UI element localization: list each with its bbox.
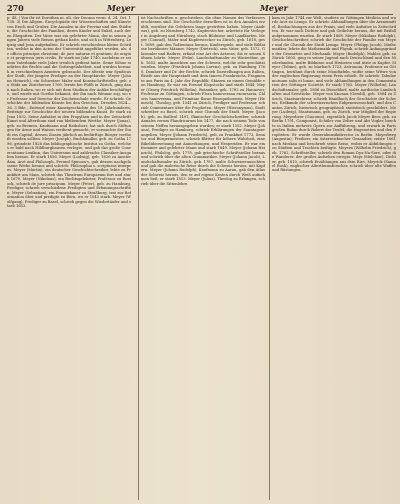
- column-left: [7, 16, 131, 500]
- column-text: p. 48. | Von ihr ist Dorothea m. ult. der Decano verm. d. 24. Oct. 1738. 3) Die Allgem. Encyclopädie der Wissenschaften und Künste von Ersch und Gruber. Die Annalen in der Provinz und den Städten, die Geschichte der Familien, deren Kinder und Enkel, auch deren Ehegatten. Der Vater war ein gelehrter Mann, der in seinen jungen Jahren viele Reisen gethan hatte, und sich in Wittenberg, Leipzig und Jena aufgehalten. Er schrieb verschiedene kleine Schriften, welche in den Acten der Universität angeführt werden, als: de officio principis christiani; de jure naturae et gentium; de origine et progressu juris civilis. Er starb im Jahr 1740, nachdem er seinem Vaterlande viele Jahre treulich gedient hatte. Seine Söhne studirten die Rechte und die Gottesgelahrtheit, und wurden hernach in verschiedenen Aemtern gebraucht. Der älteste war Syndicus der Stadt, der jüngere Prediger an der Hauptkirche. Meyer (Johann Heinrich), ein Schweizer Maler und Kunstschriftsteller, geb. zu Stäfa am Zürichersee 1760, lernte bei Füßli in Zürich, ging dann nach Italien, wo er sich mit dem Studium der Antike beschäftigte, und wurde mit Goethe bekannt, der ihn nach Weimar zog, wo er Professor und Director der Zeichenschule wurde. Er schrieb: Geschichte der bildenden Künste bei den Griechen, Dresden 1824—36, 3 Bde.; Entwurf einer Kunstgeschichte des 18. Jahrhunderts; Beiträge zur Geschichte der neuern bildenden Kunst. Er starb zu Jena 1832. Seine Aufsätze in den Propyläen und in der Zeitschrift Kunst und Alterthum sind von bleibendem Werthe. Meyer (Jonas), geb. zu Bremen, Kaufmann und Rathsherr, hat sich durch Stiftungen für Arme und Waisen verdient gemacht; er vermachte der Stadt ein Capital, dessen Zinsen jährlich an bedürftige Bürger vertheilt werden sollten. Meyer (Joseph), Buchhändler, geb. zu Gotha 1796, gründete 1826 das bibliographische Institut zu Gotha, welches er bald nach Hildburghausen verlegte, und gab das große Conversations-Lexikon, das Universum und zahlreiche Classiker-Ausgaben heraus. Er starb 1856. Meyer (Ludwig), geb. 1626 zu Amsterdam, Arzt und Philosoph, Freund Spinoza's, gab dessen nachgelassene Werke heraus und schrieb: Philosophia s. scripturae interpres. Meyer (Martin), ein deutscher Geschichtschreiber, lebte zu Frankfurt am Main, schrieb das Theatrum Europaeum fort und starb 1670. Meyer (Nikolaus), ein Rechtsgelehrter, Professor zu Rostock, schrieb de jure principum. Meyer (Peter), geb. zu Hamburg, Prediger, schrieb verschiedene Predigten und Erbauungsschriften. Meyer (Sebastian), ein Franziskaner zu Straßburg, trat zur Reformation über und predigte zu Bern, wo er 1545 starb. Meyer (Wolfgang), Prediger zu Basel, schrieb gegen die Wiedertäufer und starb 1653.: [7, 16, 131, 209]
- text-columns: [7, 16, 396, 500]
- column-text: kam in Jahr 1744 zur Welt, studirte zu Göttingen Medicin und wurde Arzt zu Lemgo. Er schrieb: Abhandlungen über die Arzneimittel, Beobachtungen aus der Praxis, und viele Aufsätze in Zeitschriften. Er war auch Dichter und gab Gedichte heraus, die mit Beifall aufgenommen wurden. Er starb 1808. Meyer (Nikolaus Rudolph), Geschichtschreiber, schrieb die Geschichte der Familie von Meyer und die Chronik der Stadt Lemgo. Meyer (Philipp Jacob), Mathematiker, lehrte die Mathematik und Physik, schrieb Anfangsgründe der Geometrie und Mechanik. Meyer (Rudolph), Mahler, geb. zu Zürich 1605, ging in seiner Jugend nach Deutschland und den Niederlanden, malte Bildnisse und Historien und ätzte in Kupfer. Meyer (Tobias), geb. zu Marbach 1723, Astronom, Professor zu Göttingen, berühmt durch seine Mondtafeln, wofür seine Witwe von der englischen Regierung einen Preis erhielt. Er schrieb: Tabulae motuum solis et lunae, und viele Abhandlungen in den Commentarien der Göttinger Societät. Er starb 1762. Meyer (Wilhelm), Landschaftsmaler, geb. 1806 zu Düsseldorf, malte nordische Landschaften und Seestücke. Meyer von Knonau (Gerold), geb. 1804 zu Zürich, Staatsarchivar, schrieb Handbuch der Geschichte der Schweiz, Erdkunde der schweizerischen Eidgenossenschaft, und den Canton Zürich, historisch geographisch statistisch geschildert. Meyer (Ludwig), Staatsmann, geb. zu Zürich, war Mitglied der Regierung. Meyerbeer (Giacomo), eigentlich Jacob Meyer Beer, geb. zu Berlin 1791, Componist, Schüler von Zelter und Abt Vogler, brachte in Italien mehrere Opern zur Aufführung, und erwarb in Paris großen Ruhm durch Robert der Teufel, die Hugenotten und den Propheten. Er wurde Generalmusikdirector in Berlin. Meyerberg (Augustin), Freiherr, ein österreichischer Gesandter, reiste 1661 nach Moskau und beschrieb seine Reise, wobei er Abbildungen von Städten und Trachten beifügte. Meyern (Wilhelm Friedrich), geb. 1762, Schriftsteller, schrieb den Roman Dya-Na-Sore, oder die Wanderer, der großes Aufsehen erregte. Meyr (Melchior), Dichter, geb. 1810, schrieb Erzählungen aus dem Ries. Meyrick (Samuel Rush), englischer Alterthumsforscher, schrieb über alte Waffen und Rüstungen.: [272, 16, 396, 173]
- column-middle: [138, 16, 265, 500]
- page-number: 270: [7, 3, 24, 13]
- running-head-left: Meyer: [107, 3, 135, 13]
- column-right: [269, 16, 396, 500]
- page-header: [7, 3, 393, 15]
- column-text: ist Nachschriften u. geschrieben, die ohne Namen des Verfassers erschienen sind. Die Geschichte derselben ist in den Annalen erzählt, worüber die Gelehrten lange gestritten haben. Meyer (Andreas), geb. zu Nürnberg 1742, Kupferstecher, arbeitete für Verleger in Augsburg und Nürnberg, stach Bildnisse und Landkarten. Meyer (Conrad), Maler und Kupferstecher zu Zürich, geb. 1618, gest. 1689, gab den Todtentanz heraus, Kinderspiele, und viele Bildnisse berühmter Männer. Meyer (Dietrich), sein Vater, geb. 1572, Glasmaler und Radirer, erfand eine Art des Aetzens, die er seinen Söhnen lehrte. Meyer (Felix), Landschaftsmaler zu Winterthur, geb. 1653, malte Ansichten aus der Schweiz, welche sehr geschätzt wurden. Meyer (Friedrich Johann Lorenz), geb. zu Hamburg 1760, Domherr und Dr. der Rechte, schrieb Darstellungen aus Italien, Briefe aus der Hauptstadt und dem Innern Frankreichs, Fragmente aus Paris im 4. Jahr der Republik; Skizzen zu einem Gemälde von Hamburg. Er war ein Freund Klopstocks und starb 1844. Meyer (Georg Friedrich Wilhelm), Botaniker, geb. 1782 zu Hannover, Professor zu Göttingen, schrieb Flora hanoverana excursoria, Chloris hanoverana, und Primitiae florae Essequeboensis. Meyer (Heinrich), Theolog, geb. 1541 zu Zürich, Prediger und Professor, schrieb Commentare über die Propheten. Meyer (Hieronymus), Stadtschreiber zu Basel, schrieb eine Chronik der Stadt. Meyer (Jacob), geb. zu Bailleul 1491, flämischer Geschichtschreiber, schrieb Annales rerum Flandricarum bis 1477, die nach seinem Tode von seinem Neffen herausgegeben wurden; er starb 1552. Meyer (Johann), Prediger zu Hamburg, schrieb Erklärungen der Sonntagsevangelien. Meyer (Johann Friedrich), geb. zu Frankfurt 1772, Senator und Bürgermeister, schrieb Blätter für höhere Wahrheit, eine Bibelübersetzung mit Anmerkungen, und Hesperiden. Er war ein frommer und gelehrter Mann und starb 1849. Meyer (Johann Heinrich), Philolog, geb. 1778, gab griechische Schriftsteller heraus und schrieb über die alten Grammatiker. Meyer (Johann Jacob), Landschaftsmaler zu Zürich, geb. 1787, malte Schweizeransichten und gab die malerische Reise durch die Schweiz heraus, mit Kupfern. Meyer (Johann Rudolph), Kaufmann zu Aarau, gab den Atlas der Schweiz heraus, den er auf eigene Kosten durch Weiß aufnehmen ließ; er starb 1813. Meyer (Julius), Theolog zu Erlangen, schrieb über die Sittenlehre.: [141, 16, 265, 186]
- running-head-right: Meyer: [260, 3, 288, 13]
